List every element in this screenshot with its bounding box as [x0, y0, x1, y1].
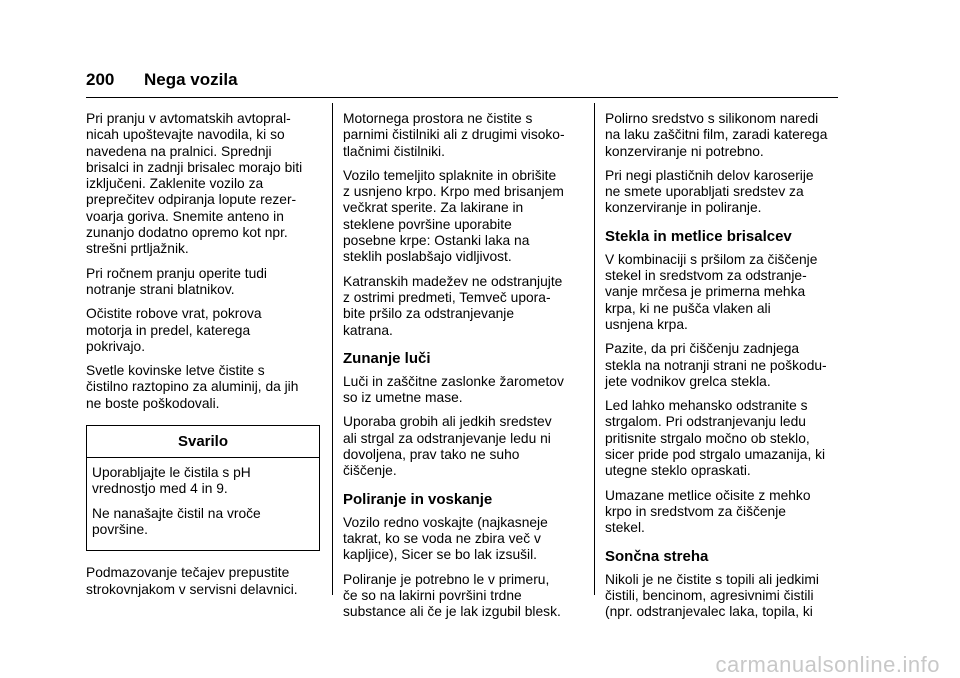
paragraph-wiper-blades: Umazane metlice očisite z mehko krpo in sredstvom za čiščenje stekel.: [605, 487, 811, 536]
paragraph-car-wash: Pri pranju v avtomatskih avtopral- nicah upoštevajte navodila, ki so navedena na pralnici. Sprednji brisalci in zadnji brisalec morajo biti izključeni. Zaklenite vozilo za preprečitev odpiranja lopute rezer- voarja goriva. Snemite anteno in zunanjo dodatno opremo kot npr. strešni prtljažnik.: [86, 111, 303, 257]
page-header: [86, 70, 838, 94]
paragraph-silicone-polish: Polirno sredstvo s silikonom naredi na laku zaščitni film, zaradi katerega konzerviranje ni potrebno.: [605, 111, 828, 159]
warning-title: Svarilo: [87, 426, 319, 458]
header-divider: [86, 97, 838, 98]
heading-glass-wipers: Stekla in metlice brisalcev: [605, 227, 792, 245]
page-number: 200: [86, 70, 115, 89]
paragraph-sunroof-care: Nikoli je ne čistite s topili ali jedkimi čistili, bencinom, agresivnimi čistili (npr. odstranjevalec laka, topila, ki: [605, 571, 819, 620]
column-divider-2: [594, 103, 595, 595]
column-divider-1: [332, 103, 333, 595]
paragraph-door-edges: Očistite robove vrat, pokrova motorja in predel, katerega pokrivajo.: [86, 306, 262, 354]
paragraph-hand-wash: Pri ročnem pranju operite tudi notranje strani blatnikov.: [86, 265, 267, 297]
warning-box: [86, 425, 320, 551]
paragraph-waxing: Vozilo redno voskajte (najkasneje takrat, ko se voda ne zbira več v kapljice), Sicer se bo lak izsušil.: [343, 514, 548, 563]
paragraph-light-covers: Luči in zaščitne zaslonke žarometov so iz umetne mase.: [343, 373, 564, 406]
heading-polishing-waxing: Poliranje in voskanje: [343, 490, 493, 508]
column-1: [86, 111, 322, 606]
paragraph-plastic-parts: Pri negi plastičnih delov karoserije ne smete uporabljati sredstev za konzerviranje in poliranje.: [605, 167, 814, 216]
paragraph-polishing: Poliranje je potrebno le v primeru, če so na lakirni površini trdne substance ali če je lak izgubil blesk.: [343, 571, 561, 620]
column-2: [343, 111, 579, 628]
column-3: [605, 111, 841, 628]
paragraph-glass-cleaning: V kombinaciji s pršilom za čiščenje stekel in sredstvom za odstranje- vanje mrčesa je primerna mehka krpa, ki ne pušča vlaken ali usnjena krpa.: [605, 251, 818, 332]
heading-sunroof: Sončna streha: [605, 547, 709, 565]
paragraph-metal-trim: Svetle kovinske letve čistite s čistilno raztopino za aluminij, da jih ne boste poškodovali.: [86, 363, 299, 411]
warning-text-ph: Uporabljajte le čistila s pH vrednostjo med 4 in 9.: [92, 465, 251, 497]
watermark: carmanualsonline.info: [715, 652, 940, 677]
paragraph-rear-window: Pazite, da pri čiščenju zadnjega stekla na notranji strani ne poškodu- jete vodnikov grelca stekla.: [605, 341, 827, 389]
heading-exterior-lights: Zunanje luči: [343, 349, 431, 367]
warning-body: [87, 458, 319, 550]
paragraph-rinse-dry: Vozilo temeljito splaknite in obrišite z usnjeno krpo. Krpo med brisanjem večkrat sperite. Za lakirane in steklene površine uporabite posebne krpe: Ostanki laka na steklih poslabšajo vidljivost.: [343, 167, 564, 265]
paragraph-engine-bay: Motornega prostora ne čistite s parnimi čistilniki ali z drugimi visoko- tlačnimi čistilniki.: [343, 111, 565, 159]
paragraph-tar-stains: Katranskih madežev ne odstranjujte z ostrimi predmeti, Temveč upora- bite pršilo za odstranjevanje katrana.: [343, 273, 563, 338]
paragraph-ice-scraper: Led lahko mehansko odstranite s strgalom. Pri odstranjevanju ledu pritisnite strgalo močno ob steklo, sicer pride pod strgalo umazanija, ki utegne steklo opraskati.: [605, 398, 826, 479]
warning-text-hot-surfaces: Ne nanašajte čistil na vroče površine.: [92, 505, 261, 537]
section-title: Nega vozila: [144, 70, 238, 89]
paragraph-no-abrasives: Uporaba grobih ali jedkih sredstev ali strgal za odstranjevanje ledu ni dovoljena, prav tako ne suho čiščenje.: [343, 414, 552, 479]
paragraph-hinge-lubrication: Podmazovanje tečajev prepustite strokovnjakom v servisni delavnici.: [86, 565, 298, 597]
